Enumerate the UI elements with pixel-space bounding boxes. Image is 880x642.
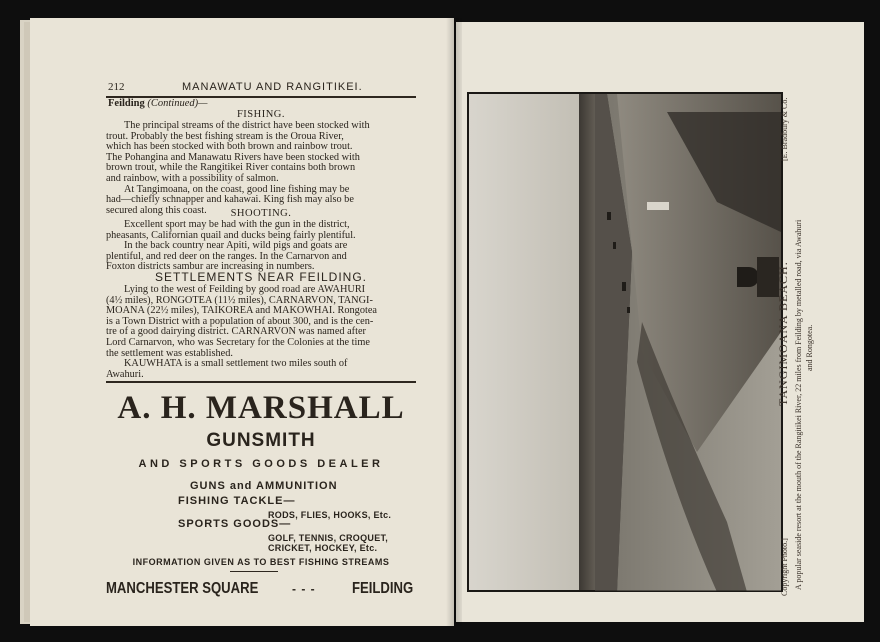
advert-address-street: MANCHESTER SQUARE [106,580,259,597]
text-line: brown trout, while the Rangitikei River contains both brown [106,162,356,174]
photo-caption [776,97,880,596]
text-line: the settlement was established. [106,347,233,359]
fishing-heading: FISHING. [236,109,286,120]
text-line: Excellent sport may be had with the gun in the district, [124,219,350,230]
beach-photo-image [467,92,783,592]
advert-sports-goods: SPORTS GOODS— [178,518,292,530]
text-line: The Pohangina and Manawatu Rivers have been stocked with [106,151,360,163]
caption-line-1: A popular seaside resort at the mouth of the Rangitikei River, 22 miles from Feilding by metalled road, via Awahuri [794,219,803,590]
shooting-paragraph [106,220,416,273]
section-label-name: Feilding [108,98,145,109]
settlements-heading: SETTLEMENTS NEAR FEILDING. [154,270,368,284]
advert-address-dots: - - - [292,582,316,596]
settlements-paragraph [106,285,416,380]
advert-sports-detail-a: GOLF, TENNIS, CROQUET, [268,533,389,543]
section-label [108,98,207,109]
text-line: is a Town District with a population of about 300, and is the cen- [106,315,374,327]
page-number: 212 [108,81,125,93]
text-line: secured along this coast. [106,204,207,216]
caption-credit-right: [E. Bradbury & Co. [780,97,789,161]
text-line: which has been stocked with both brown and rainbow trout. [106,141,353,153]
text-line: tre of a good dairying district. CARNARVON was named after [106,326,366,338]
advert-trade: GUNSMITH [206,430,316,451]
text-line: and rainbow, with a possibility of salmon. [106,172,279,184]
advert-short-rule [230,571,278,572]
advert-name: A. H. MARSHALL [117,390,405,426]
running-head: MANAWATU AND RANGITIKEI. [182,81,363,93]
shooting-heading: SHOOTING. [230,208,292,219]
text-line: At Tangimoana, on the coast, good line fishing may be [124,183,350,195]
tangimoana-beach-photo [467,92,783,592]
advert-address-town: FEILDING [352,580,414,597]
text-line: Lord Carnarvon, who was Secretary for the Colonies at the time [106,336,370,348]
advert-guns: GUNS and AMMUNITION [190,480,338,492]
advert-top-rule [106,381,416,383]
advert-fishing-detail: RODS, FLIES, HOOKS, Etc. [268,510,392,520]
book-gutter [446,18,462,626]
text-line: MOANA (22½ miles), TAIKOREA and MAKOWHAI. Rongotea [106,305,377,317]
section-label-continued: (Continued)— [147,98,208,109]
text-line: (4½ miles), RONGOTEA (11½ miles), CARNARVON, TANGI- [106,294,373,306]
text-line: KAUWHATA is a small settlement two miles south of [124,358,348,370]
text-line: Lying to the west of Feilding by good road are AWAHURI [124,284,366,295]
text-line: had—chiefly schnapper and kahawai. King fish may also be [106,194,354,206]
text-line: Awahuri. [106,368,144,380]
caption-line-2: and Rongotea. [805,324,814,371]
text-line: Foxton districts sambur are increasing in numbers. [106,261,315,273]
advert-sports-detail-b: CRICKET, HOCKEY, Etc. [268,543,378,553]
advert-dealer: AND SPORTS GOODS DEALER [138,458,384,470]
text-line: pheasants, Californian quail and ducks being fairly plentiful. [106,229,356,241]
caption-credit-left: Copyright Photo.] [780,538,789,596]
caption-title: TANGIMOANA BEACH. [776,261,790,406]
fishing-paragraph [106,121,416,216]
text-line: plentiful, and red deer on the ranges. In the Carnarvon and [106,250,347,262]
text-line: In the back country near Apiti, wild pigs and goats are [124,240,348,252]
advert-info: INFORMATION GIVEN AS TO BEST FISHING STREAMS [132,557,390,567]
text-line: The principal streams of the district have been stocked with [124,120,370,131]
text-line: trout. Probably the best fishing stream is the Oroua River, [106,130,344,142]
advert-fishing-tackle: FISHING TACKLE— [178,495,296,507]
